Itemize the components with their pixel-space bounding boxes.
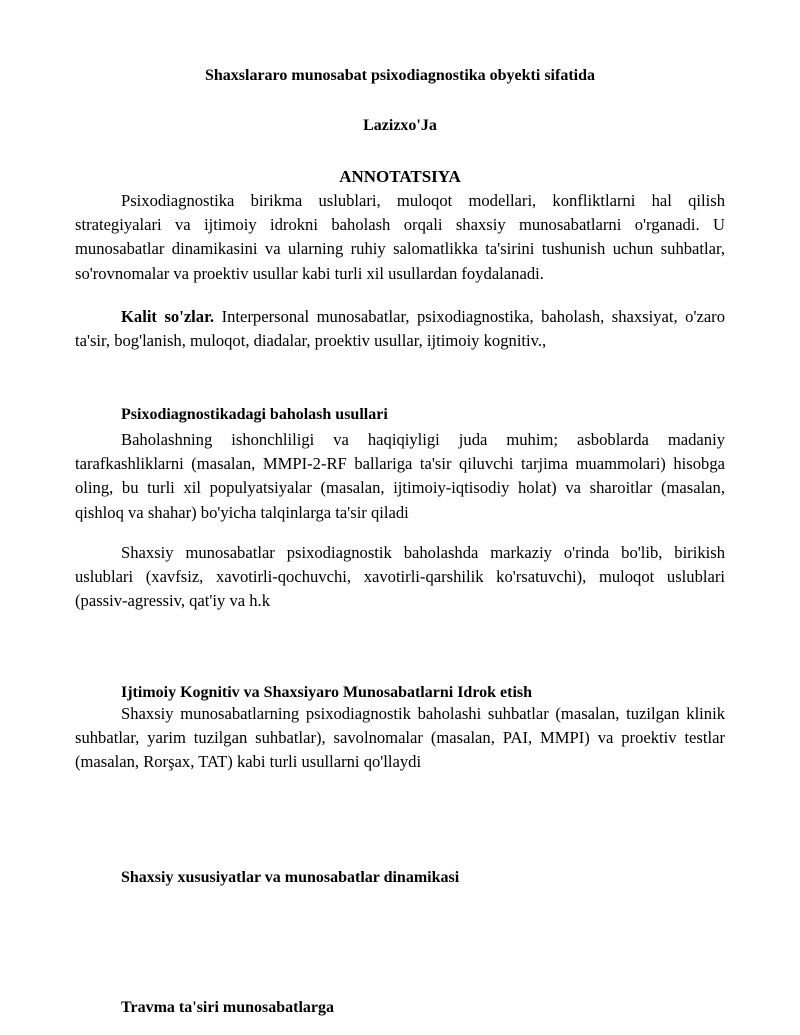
keywords-paragraph (75, 305, 725, 353)
document-title: Shaxslararo munosabat psixodiagnostika obyekti sifatida (204, 67, 595, 84)
paragraph-attachment-styles: Shaxsiy munosabatlar psixodiagnostik baholashda markaziy o'rinda bo'lib, birikish uslublari (xavfsiz, xavotirli-qochuvchi, xavotirli-qarshilik ko'rsatuvchi), muloqot uslublari (passiv-agressiv, qat'iy va h.k (75, 543, 725, 611)
keywords-text: Interpersonal munosabatlar, psixodiagnostika, baholash, shaxsiyat, o'zaro ta'sir, bog'lanish, muloqot, diadalar, proektiv usullar, ijtimoiy kognitiv., (75, 307, 726, 351)
paragraph-assessment-reliability: Baholashning ishonchliligi va haqiqiyligi juda muhim; asboblarda madaniy tarafkashliklarni (masalan, MMPI-2-RF ballariga ta'sir qiluvchi tarjima muammolari) hisobga oling, bu turli xil populyatsiyalar (masalan, ijtimoiy-iqtisodiy holat) va sharoitlar (masalan, qishloq va shahar) bo'yicha talqinlarga ta'sir qiladi (75, 430, 725, 522)
section-heading-personality-dynamics: Shaxsiy xususiyatlar va munosabatlar dinamikasi (121, 869, 460, 886)
annotation-heading: ANNOTATSIYA (339, 167, 461, 186)
section-heading-social-cognitive: Ijtimoiy Kognitiv va Shaxsiyaro Munosabatlarni Idrok etish (121, 684, 533, 701)
keywords-label: Kalit so'zlar. (121, 307, 215, 326)
annotation-paragraph: Psixodiagnostika birikma uslublari, muloqot modellari, konfliktlarni hal qilish strategiyalari va ijtimoiy idrokni baholash orqali shaxsiy munosabatlarni o'rganadi. U munosabatlar dinamikasini va ularning ruhiy salomatlikka ta'sirini tushunish uchun suhbatlar, so'rovnomalar va proektiv usullar kabi turli xil usullardan foydalanadi. (75, 191, 725, 283)
paragraph-assessment-methods-list: Shaxsiy munosabatlarning psixodiagnostik baholashi suhbatlar (masalan, tuzilgan klinik suhbatlar, yarim tuzilgan suhbatlar), savolnomalar (masalan, PAI, MMPI) va proektiv testlar (masalan, Rorşax, TAT) kabi turli usullarni qo'llaydi (75, 704, 725, 772)
section-heading-assessment-methods: Psixodiagnostikadagi baholash usullari (121, 406, 388, 423)
author-name: Lazizxo'Ja (363, 117, 437, 134)
section-heading-trauma-effects: Travma ta'siri munosabatlarga (121, 999, 335, 1016)
